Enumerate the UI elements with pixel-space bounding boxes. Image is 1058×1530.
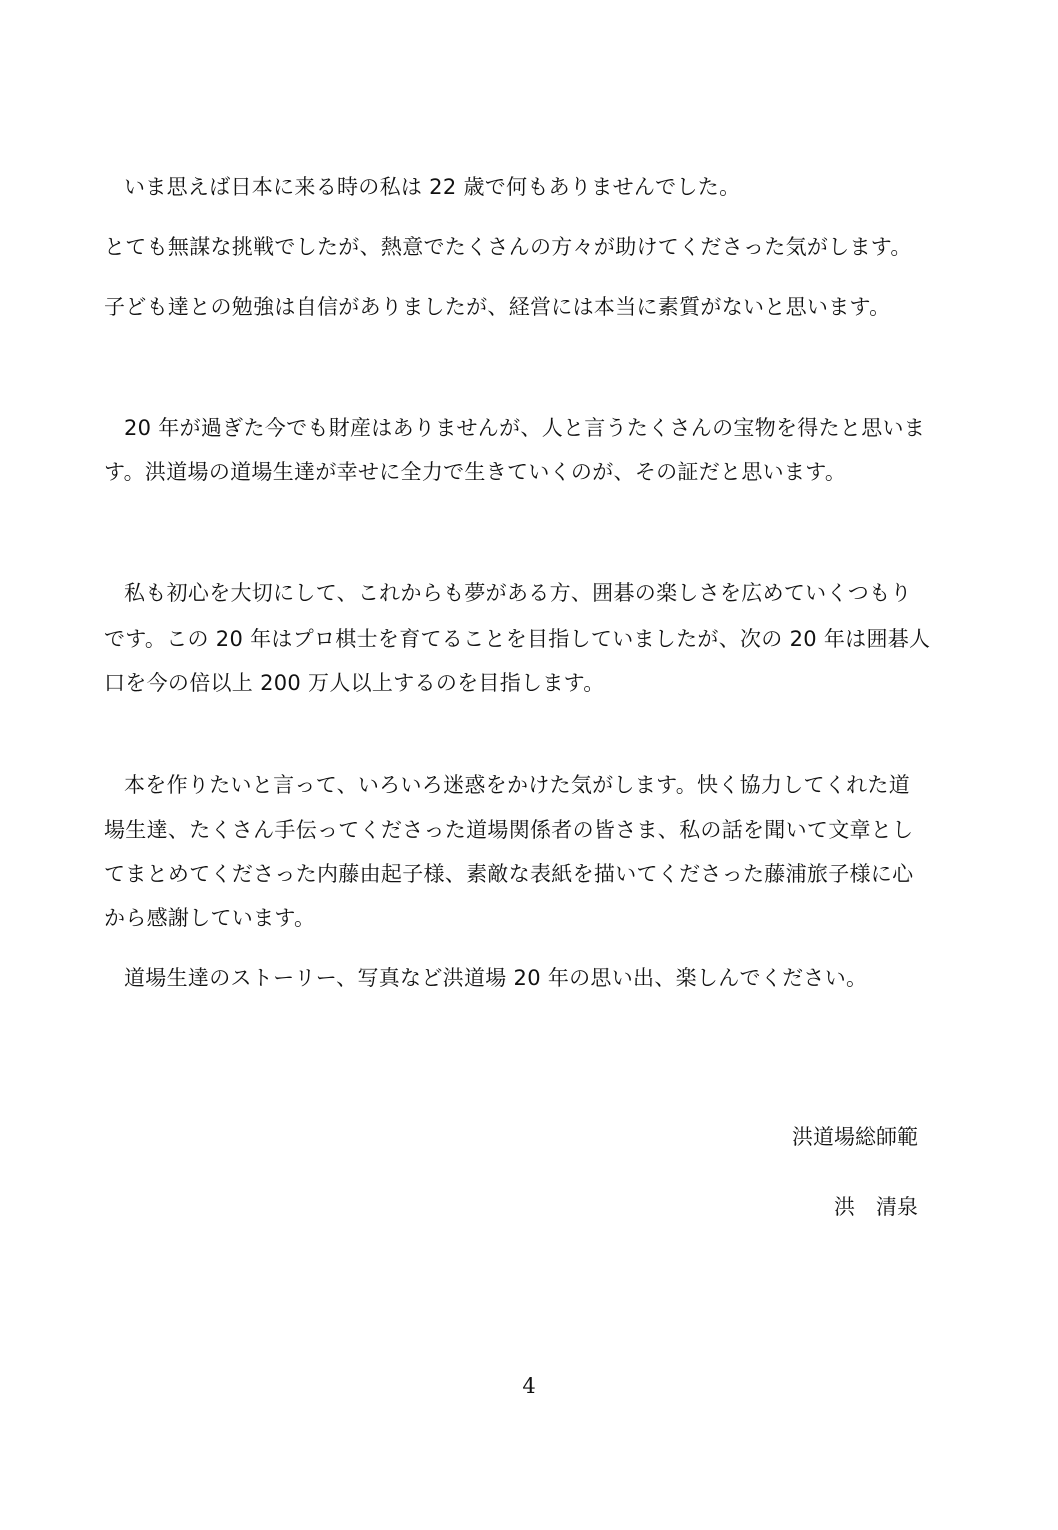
paragraph-2-line-1: とても無謀な挑戦でしたが、熱意でたくさんの方々が助けてくださった気がします。 xyxy=(104,235,912,259)
paragraph-5-line-3: 口を今の倍以上 200 万人以上するのを目指します。 xyxy=(104,671,605,695)
paragraph-1-line-1: いま思えば日本に来る時の私は 22 歳で何もありませんでした。 xyxy=(124,175,741,199)
page-number: 4 xyxy=(522,1374,536,1398)
signature-title: 洪道場総師範 xyxy=(792,1125,918,1149)
paragraph-5-line-2: です。この 20 年はプロ棋士を育てることを目指していましたが、次の 20 年は囲碁人 xyxy=(104,627,931,651)
paragraph-3-line-1: 子ども達との勉強は自信がありましたが、経営には本当に素質がないと思います。 xyxy=(104,295,891,319)
paragraph-4-line-2: す。洪道場の道場生達が幸せに全力で生きていくのが、その証だと思います。 xyxy=(104,460,847,484)
paragraph-5-line-1: 私も初心を大切にして、これからも夢がある方、囲碁の楽しさを広めていくつもり xyxy=(124,581,912,605)
paragraph-4-line-1: 20 年が過ぎた今でも財産はありませんが、人と言うたくさんの宝物を得たと思いま xyxy=(124,416,926,440)
paragraph-7-line-1: 道場生達のストーリー、写真など洪道場 20 年の思い出、楽しんでください。 xyxy=(124,966,868,990)
signature-name: 洪 清泉 xyxy=(834,1195,918,1219)
paragraph-6-line-3: てまとめてくださった内藤由起子様、素敵な表紙を描いてくださった藤浦旅子様に心 xyxy=(104,862,914,886)
paragraph-6-line-2: 場生達、たくさん手伝ってくださった道場関係者の皆さま、私の話を聞いて文章とし xyxy=(104,818,914,842)
paragraph-6-line-1: 本を作りたいと言って、いろいろ迷惑をかけた気がします。快く協力してくれた道 xyxy=(124,773,910,797)
paragraph-6-line-4: から感謝しています。 xyxy=(104,906,316,930)
